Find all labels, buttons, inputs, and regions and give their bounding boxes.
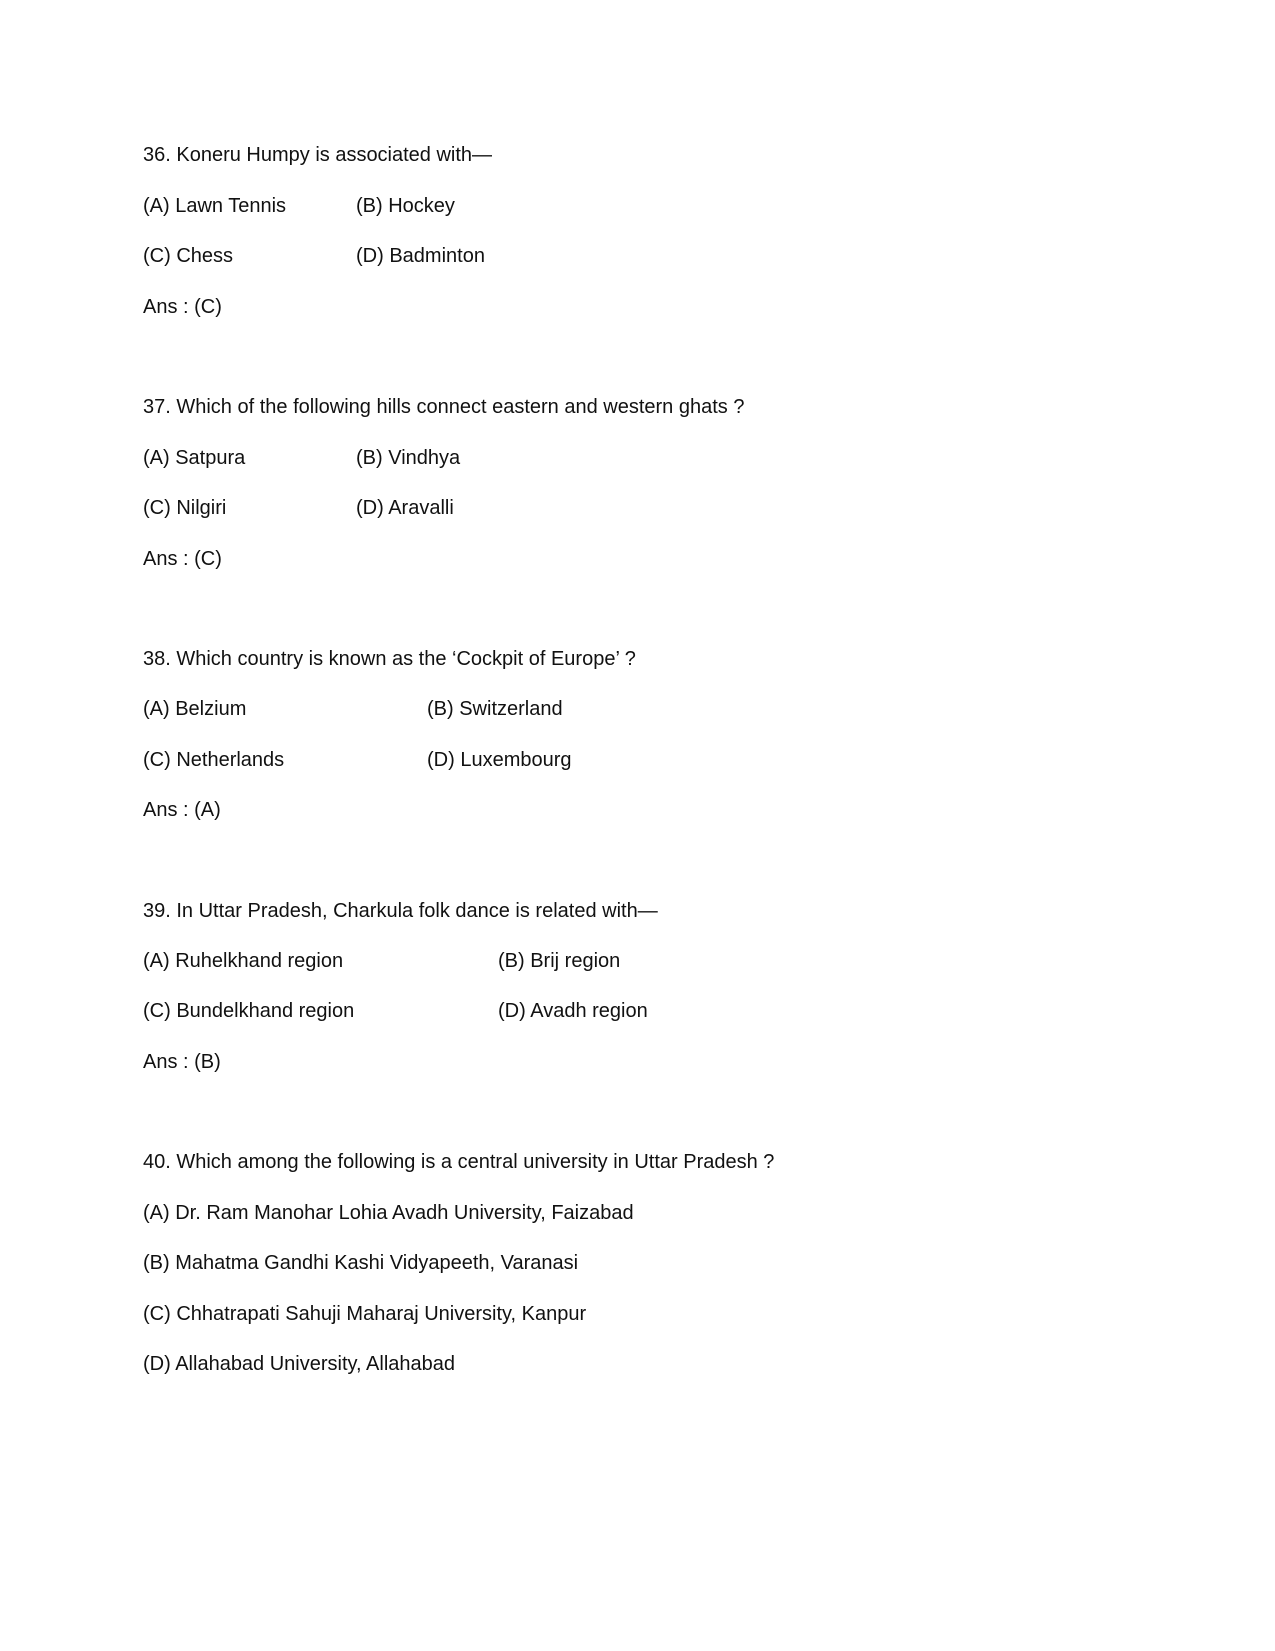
option-d: (D) Badminton — [356, 245, 485, 267]
option-c: (C) Netherlands — [143, 749, 285, 771]
question-text: 39. In Uttar Pradesh, Charkula folk dance is related with— — [143, 900, 658, 922]
option-b: (B) Brij region — [498, 950, 621, 972]
option-d: (D) Aravalli — [356, 497, 454, 519]
question-text: 38. Which country is known as the ‘Cockpit of Europe’ ? — [143, 648, 636, 670]
option-a: (A) Ruhelkhand region — [143, 950, 344, 972]
question-text: 37. Which of the following hills connect eastern and western ghats ? — [143, 396, 745, 418]
option-a: (A) Satpura — [143, 447, 246, 469]
option-c: (C) Nilgiri — [143, 497, 227, 519]
option-d: (D) Avadh region — [498, 1000, 648, 1022]
question-text: 40. Which among the following is a central university in Uttar Pradesh ? — [143, 1151, 775, 1173]
answer: Ans : (C) — [143, 296, 222, 318]
option-d: (D) Luxembourg — [427, 749, 572, 771]
option-a: (A) Lawn Tennis — [143, 195, 287, 217]
option-b: (B) Vindhya — [356, 447, 461, 469]
option-a: (A) Belzium — [143, 698, 247, 720]
option-b: (B) Mahatma Gandhi Kashi Vidyapeeth, Varanasi — [143, 1252, 579, 1274]
option-d: (D) Allahabad University, Allahabad — [143, 1353, 456, 1375]
option-c: (C) Bundelkhand region — [143, 1000, 355, 1022]
option-a: (A) Dr. Ram Manohar Lohia Avadh University, Faizabad — [143, 1202, 634, 1224]
option-b: (B) Switzerland — [427, 698, 563, 720]
answer: Ans : (C) — [143, 548, 222, 570]
answer: Ans : (B) — [143, 1051, 221, 1073]
option-c: (C) Chhatrapati Sahuji Maharaj University, Kanpur — [143, 1303, 587, 1325]
option-b: (B) Hockey — [356, 195, 455, 217]
answer: Ans : (A) — [143, 799, 221, 821]
question-text: 36. Koneru Humpy is associated with— — [143, 144, 493, 166]
option-c: (C) Chess — [143, 245, 234, 267]
